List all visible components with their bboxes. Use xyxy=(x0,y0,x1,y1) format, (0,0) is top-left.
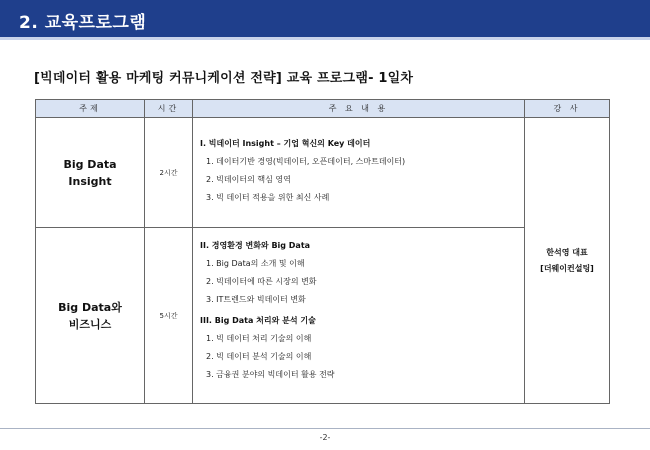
topic-line: Insight xyxy=(68,174,112,188)
topic-cell xyxy=(36,118,145,228)
list-item: 2. 빅데이터의 핵심 영역 xyxy=(206,175,291,184)
list-item: 3. 금융권 분야의 빅데이터 활용 전략 xyxy=(206,370,335,379)
topic-line: Big Data와 xyxy=(58,300,122,314)
list-item: 1. 빅 데이터 처리 기술의 이해 xyxy=(206,334,312,343)
list-item: 3. 빅 데이터 적용을 위한 최신 사례 xyxy=(206,193,330,202)
column-header-time: 시간 xyxy=(145,100,193,118)
section-title: II. 경영환경 변화와 Big Data xyxy=(200,241,311,250)
header-bar xyxy=(0,0,650,40)
footer-divider xyxy=(0,428,650,429)
table-row xyxy=(36,228,610,404)
list-item: 2. 빅데이터에 따른 시장의 변화 xyxy=(206,277,317,286)
table-header-row xyxy=(36,100,610,118)
topic-line: Big Data xyxy=(63,157,117,171)
time-cell: 2시간 xyxy=(145,118,193,228)
program-subtitle: [빅데이터 활용 마케팅 커뮤니케이션 전략] 교육 프로그램- 1일차 xyxy=(34,71,414,86)
section-title: I. 빅데이터 Insight – 기업 혁신의 Key 데이터 xyxy=(200,139,371,148)
list-item: 2. 빅 데이터 분석 기술의 이해 xyxy=(206,352,312,361)
page-number: -2- xyxy=(319,433,331,442)
column-header-content: 주 요 내 용 xyxy=(193,100,525,118)
time-cell: 5시간 xyxy=(145,228,193,404)
instructor-company: [더웨이컨설팅] xyxy=(540,263,594,273)
table-row xyxy=(36,118,610,228)
page-title: 2. 교육프로그램 xyxy=(19,13,147,33)
program-table xyxy=(35,99,610,404)
column-header-topic: 주제 xyxy=(36,100,145,118)
column-header-instructor: 강 사 xyxy=(525,100,610,118)
list-item: 3. IT트렌드와 빅데이터 변화 xyxy=(206,295,306,304)
list-item: 1. Big Data의 소개 및 이해 xyxy=(206,259,305,268)
content-cell xyxy=(193,118,525,228)
content-cell xyxy=(193,228,525,404)
list-item: 1. 데이터기반 경영(빅데이터, 오픈데이터, 스마트데이터) xyxy=(206,157,406,166)
instructor-name: 한석영 대표 xyxy=(546,247,588,257)
instructor-cell xyxy=(525,118,610,404)
section-title: III. Big Data 처리와 분석 기술 xyxy=(200,316,316,325)
topic-line: 비즈니스 xyxy=(68,317,112,331)
topic-cell xyxy=(36,228,145,404)
